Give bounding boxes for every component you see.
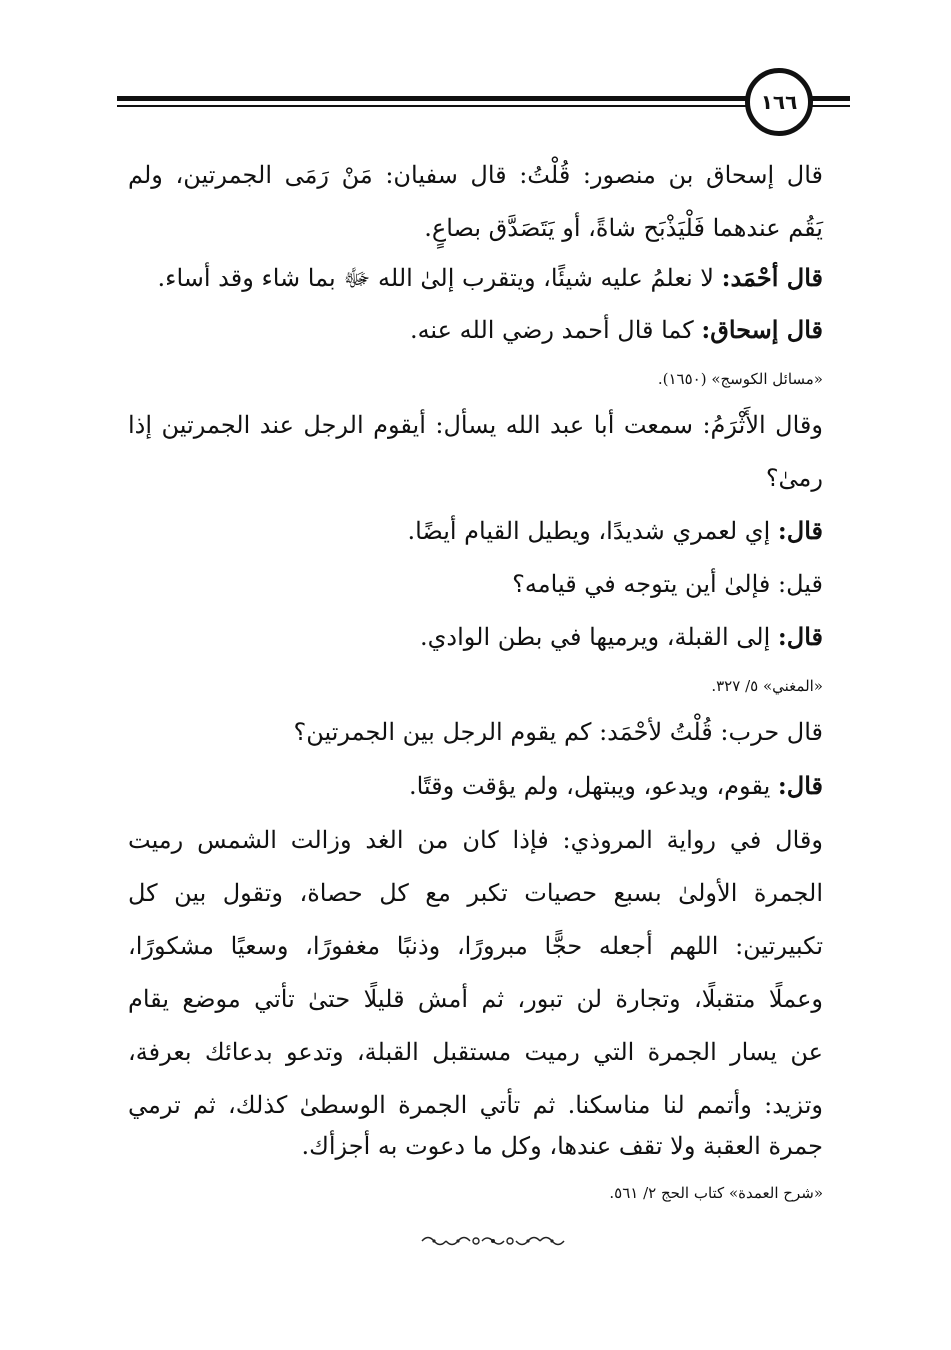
text-line: قال حرب: قُلْتُ لأحْمَد: كم يقوم الرجل بين الجمرتين؟ — [293, 718, 823, 746]
header-rule-thick — [117, 96, 749, 101]
text-line — [420, 621, 823, 653]
header-rule-thin — [117, 105, 749, 107]
text-line: قيل: فإلىٰ أين يتوجه في قيامه؟ — [512, 570, 823, 598]
header-rule-right-thin — [812, 105, 850, 107]
text-line: جمرة العقبة ولا تقف عندها، وكل ما دعوت به أجزأك. — [301, 1132, 823, 1160]
source-reference: «مسائل الكوسج» (١٦٥٠). — [657, 370, 823, 388]
speech-text: إلى القبلة، ويرميها في بطن الوادي. — [419, 623, 771, 651]
text-line: وتزيد: وأتمم لنا مناسكنا. ثم تأتي الجمرة الوسطىٰ كذلك، ثم ترمي — [128, 1091, 823, 1119]
speech-text: يقوم، ويدعو، ويبتهل، ولم يؤقت وقتًا. — [408, 772, 771, 800]
text-line: رمىٰ؟ — [765, 464, 823, 492]
speaker-label: قال: — [777, 622, 823, 651]
header-rule-right-thick — [812, 96, 850, 101]
text-line — [158, 262, 823, 294]
text-line: وعملًا متقبلًا، وتجارة لن تبور، ثم أمش قليلًا حتىٰ تأتي موضع يقام — [128, 985, 823, 1013]
text-line: عن يسار الجمرة التي رميت مستقبل القبلة، وتدعو بدعائك بعرفة، — [128, 1038, 823, 1066]
text-line — [410, 314, 823, 346]
text-line: وقال الأَثْرَمُ: سمعت أبا عبد الله يسأل: أيقوم الرجل عند الجمرتين إذا — [128, 411, 823, 439]
speech-text: كما قال أحمد رضي الله عنه. — [409, 316, 694, 344]
text-line: قال إسحاق بن منصور: قُلْتُ: قال سفيان: مَنْ رَمَى الجمرتين، ولم — [128, 161, 823, 189]
speech-text: إي لعمري شديدًا، ويطيل القيام أيضًا. — [407, 517, 771, 545]
speaker-label: قال: — [777, 516, 823, 545]
speaker-label: قال: — [777, 771, 823, 800]
text-line: الجمرة الأولىٰ بسبع حصيات تكبر مع كل حصاة، وتقول بين كل — [128, 879, 823, 907]
text-line: وقال في رواية المروذي: فإذا كان من الغد وزالت الشمس رميت — [128, 826, 823, 854]
page-number: ١٦٦ — [760, 90, 798, 114]
page-number-badge — [745, 68, 813, 136]
text-line: تكبيرتين: اللهم أجعله حجًّا مبرورًا، وذنبًا مغفورًا، وسعيًا مشكورًا، — [128, 932, 823, 960]
source-reference: «المغني» ٥/ ٣٢٧. — [711, 677, 823, 695]
speaker-label: قال إسحاق: — [701, 315, 823, 344]
source-reference: «شرح العمدة» كتاب الحج ٢/ ٥٦١. — [609, 1184, 823, 1202]
text-line — [407, 515, 823, 547]
floral-divider-icon — [418, 1233, 568, 1249]
speech-text: لا نعلمُ عليه شيئًا، ويتقرب إلىٰ الله ﷻ بما شاء وقد أساء. — [157, 264, 714, 292]
text-line — [409, 770, 823, 802]
text-line: يَقُم عندهما فَلْيَذْبَح شاةً، أو يَتَصَدَّق بصاعٍ. — [424, 214, 823, 242]
speaker-label: قال أحْمَد: — [721, 263, 823, 292]
